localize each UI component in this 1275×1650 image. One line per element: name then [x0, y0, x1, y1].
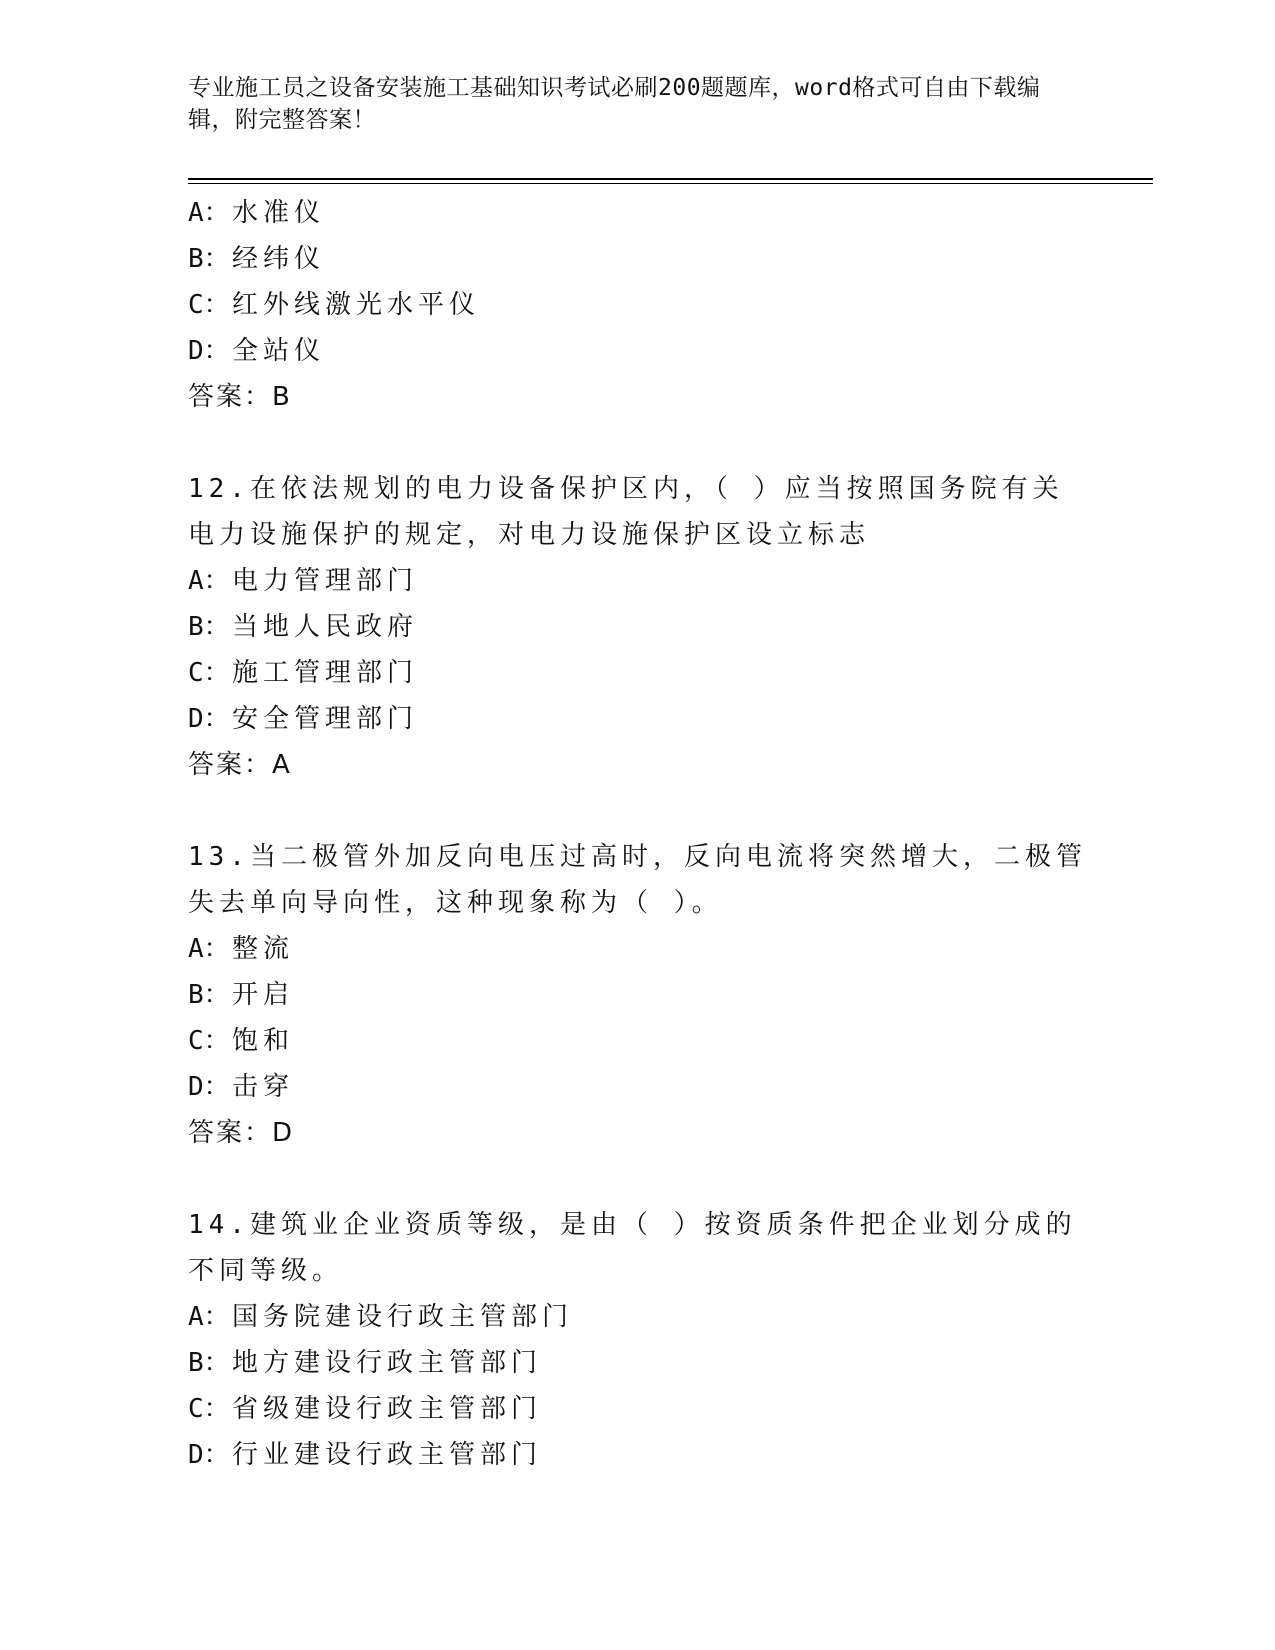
option-a: A：国务院建设行政主管部门 — [188, 1302, 574, 1332]
option-a: A：水准仪 — [188, 198, 326, 228]
option-c: C：红外线激光水平仪 — [188, 290, 481, 320]
option-c: C：饱和 — [188, 1026, 295, 1056]
answer-line: 答案：A — [188, 750, 292, 780]
question-14 — [188, 1202, 1088, 1478]
option-b: B：经纬仪 — [188, 244, 326, 274]
question-text: 13.当二极管外加反向电压过高时，反向电流将突然增大，二极管失去单向导向性，这种现象称为（ ）。 — [188, 842, 1087, 918]
option-b: B：当地人民政府 — [188, 612, 419, 642]
option-d: D：全站仪 — [188, 336, 326, 366]
header-divider — [188, 178, 1153, 180]
option-b: B：开启 — [188, 980, 295, 1010]
question-text: 12.在依法规划的电力设备保护区内，（ ）应当按照国务院有关电力设施保护的规定，对电力设施保护区设立标志 — [188, 474, 1064, 550]
question-13 — [188, 834, 1088, 1156]
option-c: C：施工管理部门 — [188, 658, 419, 688]
question-text: 14.建筑业企业资质等级，是由（ ）按资质条件把企业划分成的不同等级。 — [188, 1210, 1077, 1286]
option-c: C：省级建设行政主管部门 — [188, 1394, 543, 1424]
document-body — [188, 190, 1088, 1478]
option-d: D：行业建设行政主管部门 — [188, 1440, 543, 1470]
answer-line: 答案：D — [188, 1118, 295, 1148]
option-b: B：地方建设行政主管部门 — [188, 1348, 543, 1378]
document-title: 专业施工员之设备安装施工基础知识考试必刷200题题库，word格式可自由下载编辑，附完整答案！ — [188, 75, 1041, 133]
option-a: A：整流 — [188, 934, 295, 964]
option-a: A：电力管理部门 — [188, 566, 419, 596]
option-d: D：击穿 — [188, 1072, 295, 1102]
option-d: D：安全管理部门 — [188, 704, 419, 734]
header-divider-thin — [188, 183, 1153, 184]
answer-line: 答案：B — [188, 382, 292, 412]
question-12 — [188, 466, 1088, 788]
document-header — [188, 72, 1068, 136]
question-11-continued — [188, 190, 1088, 420]
